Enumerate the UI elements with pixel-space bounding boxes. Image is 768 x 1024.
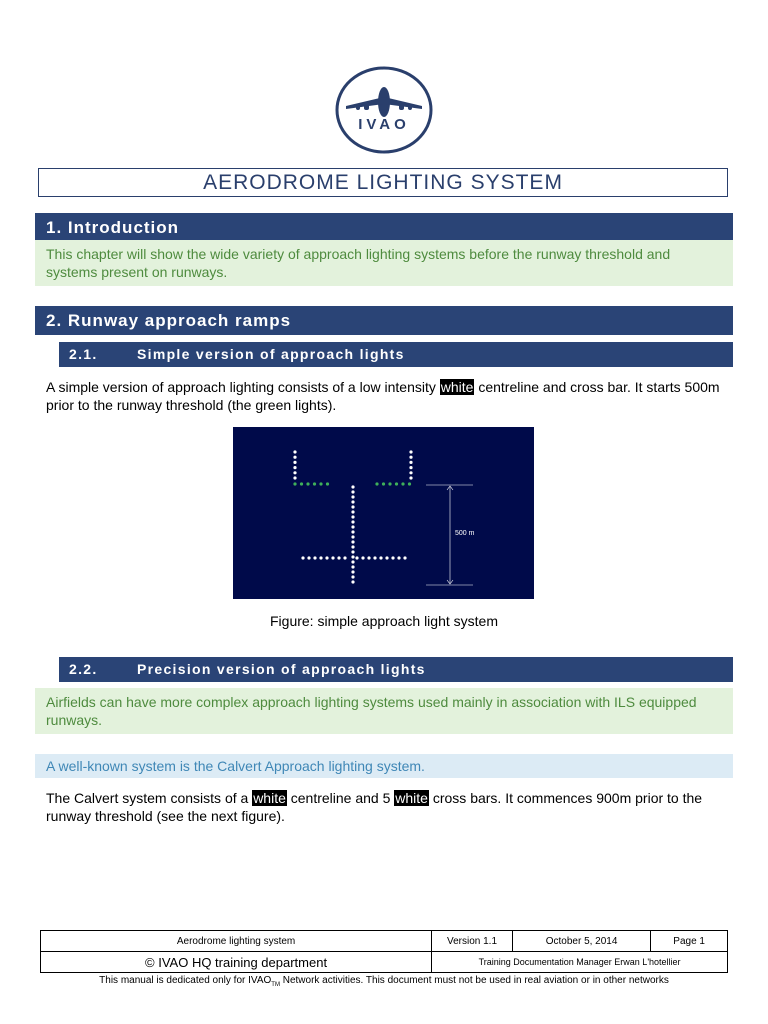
cross-bar-light xyxy=(319,556,322,559)
threshold-light xyxy=(375,482,378,485)
threshold-light xyxy=(306,482,309,485)
centreline-light xyxy=(351,565,354,568)
section-heading-runway-approach-ramps: 2. Runway approach ramps xyxy=(35,306,733,335)
cross-bar-light xyxy=(331,556,334,559)
centreline-light xyxy=(351,505,354,508)
centreline-light xyxy=(351,510,354,513)
threshold-light xyxy=(401,482,404,485)
footer-doc-name: Aerodrome lighting system xyxy=(41,931,432,952)
runway-edge-light xyxy=(293,450,296,453)
centreline-light xyxy=(351,525,354,528)
cross-bar-light xyxy=(307,556,310,559)
footer-date: October 5, 2014 xyxy=(512,931,650,952)
subsection-heading-simple xyxy=(59,342,733,367)
footer-manager: Training Documentation Manager Erwan L'hotellier xyxy=(432,952,728,973)
centreline-light xyxy=(351,530,354,533)
highlight-white: white xyxy=(395,790,428,806)
figure-caption: Figure: simple approach light system xyxy=(270,613,498,629)
cross-bar-light xyxy=(325,556,328,559)
cross-bar-light xyxy=(301,556,304,559)
threshold-light xyxy=(395,482,398,485)
section-heading-introduction: 1. Introduction xyxy=(35,213,733,242)
cross-bar-light xyxy=(355,556,358,559)
cross-bar-light xyxy=(403,556,406,559)
threshold-light xyxy=(388,482,391,485)
threshold-light xyxy=(408,482,411,485)
cross-bar-light xyxy=(391,556,394,559)
runway-edge-light xyxy=(409,476,412,479)
centreline-light xyxy=(351,555,354,558)
footer-copyright: © IVAO HQ training department xyxy=(41,952,432,973)
runway-edge-light xyxy=(293,461,296,464)
calvert-paragraph: The Calvert system consists of a white centreline and 5 white cross bars. It commences 900m prior to the runway threshold (see the next figure). xyxy=(46,790,703,824)
cross-bar-light xyxy=(343,556,346,559)
footer-disclaimer: This manual is dedicated only for $IVAO_{TM}$ Network activities. This document must not be used in real aviation or in other networks xyxy=(99,975,669,988)
logo-text: IVAO xyxy=(358,116,410,133)
cross-bar-light xyxy=(367,556,370,559)
threshold-light xyxy=(293,482,296,485)
centreline-light xyxy=(351,495,354,498)
centreline-light xyxy=(351,540,354,543)
ivao-logo xyxy=(334,66,434,154)
subsection-number: 2.2. xyxy=(69,661,98,677)
runway-edge-light xyxy=(409,456,412,459)
centreline-light xyxy=(351,520,354,523)
subsection-number: 2.1. xyxy=(69,346,98,362)
page-footer xyxy=(40,930,728,973)
centreline-light xyxy=(351,535,354,538)
footer-page: Page 1 xyxy=(651,931,728,952)
centreline-light xyxy=(351,545,354,548)
threshold-light xyxy=(319,482,322,485)
calvert-note: A well-known system is the Calvert Approach lighting system. xyxy=(35,754,733,778)
threshold-light xyxy=(313,482,316,485)
centreline-light xyxy=(351,515,354,518)
centreline-light xyxy=(351,490,354,493)
threshold-light xyxy=(300,482,303,485)
cross-bar-light xyxy=(313,556,316,559)
runway-edge-light xyxy=(293,456,296,459)
runway-edge-light xyxy=(409,471,412,474)
cross-bar-light xyxy=(361,556,364,559)
threshold-light xyxy=(326,482,329,485)
centreline-light xyxy=(351,575,354,578)
simple-approach-light-figure xyxy=(233,427,534,599)
cross-bar-light xyxy=(373,556,376,559)
runway-edge-light xyxy=(409,466,412,469)
centreline-light xyxy=(351,485,354,488)
centreline-light xyxy=(351,500,354,503)
intro-note: This chapter will show the wide variety of approach lighting systems before the runway threshold and systems present on runways. xyxy=(35,240,733,286)
highlight-white: white xyxy=(440,379,474,395)
runway-edge-light xyxy=(293,471,296,474)
runway-edge-light xyxy=(293,476,296,479)
footer-version: Version 1.1 xyxy=(432,931,513,952)
simple-paragraph: A simple version of approach lighting consists of a low intensity white centreline and cross bar. It starts 500m prior to the runway threshold (the green lights). xyxy=(46,379,720,413)
subsection-heading-precision xyxy=(59,657,733,682)
centreline-light xyxy=(351,570,354,573)
runway-edge-light xyxy=(293,466,296,469)
cross-bar-light xyxy=(337,556,340,559)
threshold-light xyxy=(382,482,385,485)
centreline-light xyxy=(351,550,354,553)
subsection-title: Precision version of approach lights xyxy=(137,661,426,677)
cross-bar-light xyxy=(397,556,400,559)
document-title: AERODROME LIGHTING SYSTEM xyxy=(38,168,728,197)
cross-bar-light xyxy=(379,556,382,559)
precision-note: Airfields can have more complex approach lighting systems used mainly in association with ILS equipped runways. xyxy=(35,688,733,734)
runway-edge-light xyxy=(409,450,412,453)
centreline-light xyxy=(351,580,354,583)
subsection-title: Simple version of approach lights xyxy=(137,346,405,362)
cross-bar-light xyxy=(385,556,388,559)
highlight-white: white xyxy=(253,790,286,806)
centreline-light xyxy=(351,560,354,563)
figure-distance-label: 500 m xyxy=(455,530,475,537)
runway-edge-light xyxy=(409,461,412,464)
